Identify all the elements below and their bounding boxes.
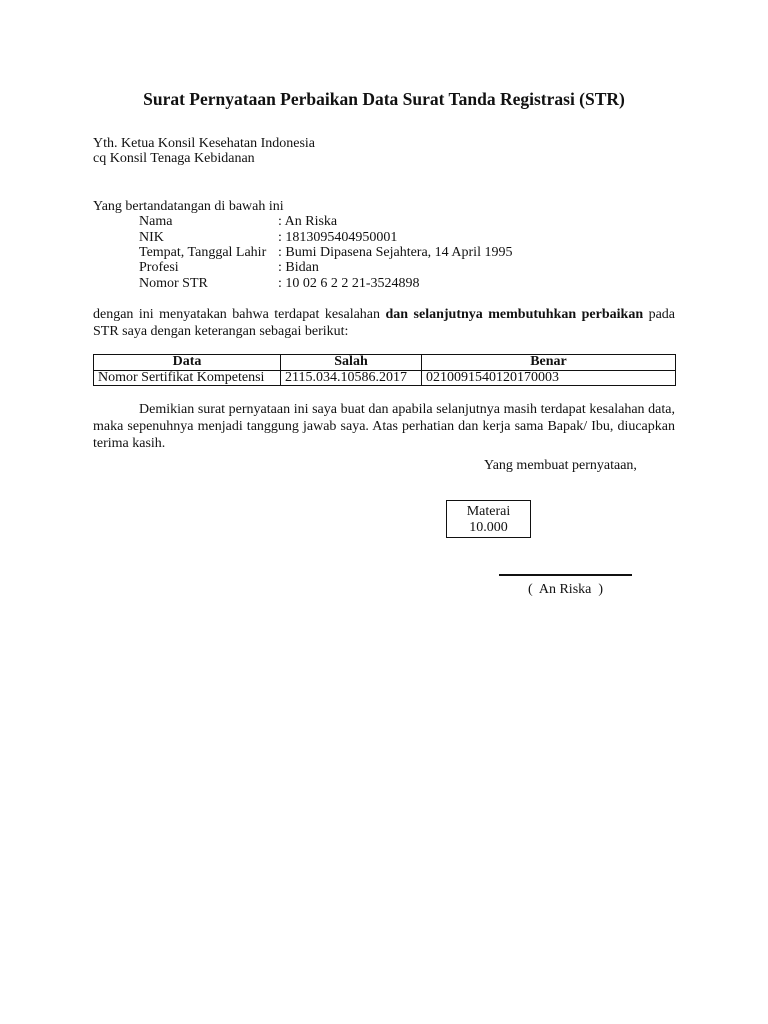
document-title: Surat Pernyataan Perbaikan Data Surat Tanda Registrasi (STR): [143, 89, 625, 109]
recipient-line-2: cq Konsil Tenaga Kebidanan: [93, 151, 255, 166]
field-value-nik: : 1813095404950001: [278, 230, 398, 245]
field-value-str: : 10 02 6 2 2 21-3524898: [278, 276, 420, 291]
field-value-nama: : An Riska: [278, 214, 338, 229]
statement-text: dengan ini menyatakan bahwa terdapat kesalahan: [93, 307, 386, 322]
recipient-line-1: Yth. Ketua Konsil Kesehatan Indonesia: [93, 136, 315, 151]
statement-bold-text: dan selanjutnya membutuhkan perbaikan: [385, 307, 644, 322]
table-cell: Nomor Sertifikat Kompetensi: [94, 370, 281, 386]
signatory-name: ( An Riska ): [527, 582, 604, 597]
table-header: Benar: [422, 355, 676, 371]
statement-paragraph: [93, 307, 675, 340]
field-label-ttl: Tempat, Tanggal Lahir: [139, 245, 267, 260]
table-header: Data: [94, 355, 281, 371]
materai-box: [446, 500, 531, 538]
table-cell: 0210091540120170003: [422, 370, 676, 386]
correction-table: [93, 354, 676, 386]
materai-value: 10.000: [469, 520, 508, 535]
field-value-ttl: : Bumi Dipasena Sejahtera, 14 April 1995: [278, 245, 513, 260]
table-header: Salah: [281, 355, 422, 371]
field-label-str: Nomor STR: [139, 276, 208, 291]
signature-heading: Yang membuat pernyataan,: [484, 458, 637, 473]
intro-text: Yang bertandatangan di bawah ini: [93, 199, 284, 214]
statement-text-end: pada STR saya dengan keterangan sebagai berikut:: [93, 307, 676, 339]
table-header-row: [94, 355, 676, 371]
table-cell: 2115.034.10586.2017: [281, 370, 422, 386]
materai-label: Materai: [466, 504, 511, 519]
signature-line: [499, 574, 632, 576]
field-label-nama: Nama: [139, 214, 173, 229]
table-row: [94, 370, 676, 386]
field-value-profesi: : Bidan: [278, 260, 319, 275]
closing-paragraph: Demikian surat pernyataan ini saya buat dan apabila selanjutnya masih terdapat kesalahan data, maka sepenuhnya menjadi tanggung jawab saya. Atas perhatian dan kerja sama Bapak/ Ibu, diucapkan terima kasih.: [93, 402, 675, 451]
field-label-profesi: Profesi: [139, 260, 179, 275]
field-label-nik: NIK: [139, 230, 164, 245]
